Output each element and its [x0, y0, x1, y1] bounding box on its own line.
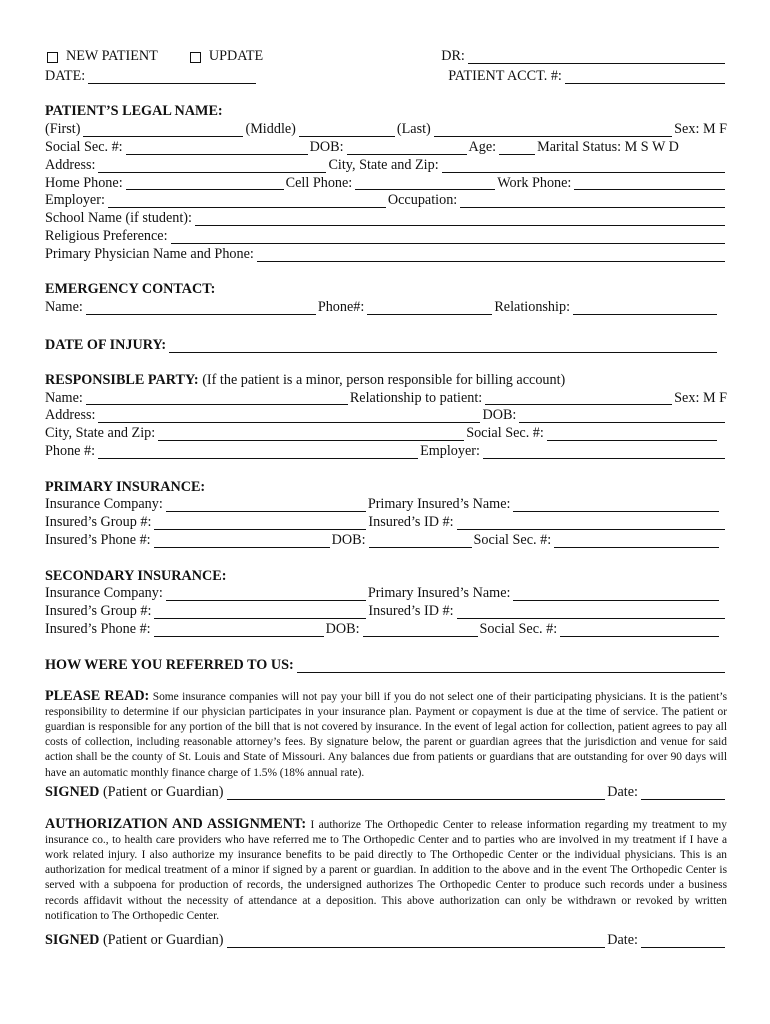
occupation-field[interactable] — [460, 194, 725, 208]
emergency-name-field[interactable] — [86, 301, 316, 315]
cell-phone-label: Cell Phone: — [285, 174, 353, 191]
emergency-relationship-field[interactable] — [573, 301, 717, 315]
new-patient-checkbox[interactable] — [47, 52, 58, 63]
religious-row — [45, 228, 727, 246]
employer-row — [45, 192, 727, 210]
cell-phone-field[interactable] — [355, 176, 495, 190]
dr-label: DR: — [441, 48, 465, 64]
emergency-phone-label: Phone#: — [317, 299, 365, 316]
patient-acct-label: PATIENT ACCT. #: — [448, 67, 562, 84]
secondary-insured-name-label: Primary Insured’s Name: — [367, 585, 511, 602]
signed-label-1: SIGNED — [45, 783, 100, 800]
resp-dob-label: DOB: — [482, 407, 517, 424]
resp-sex-options[interactable]: Sex: M F — [674, 389, 727, 406]
city-state-zip-label: City, State and Zip: — [328, 156, 439, 173]
primary-id-label: Insured’s ID #: — [368, 514, 454, 531]
ssn-row — [45, 139, 727, 157]
physician-label: Primary Physician Name and Phone: — [45, 245, 254, 262]
responsible-city-row — [45, 425, 727, 443]
religious-field[interactable] — [171, 230, 725, 244]
header-row-1 — [45, 48, 727, 66]
name-row — [45, 121, 727, 139]
emergency-row — [45, 299, 727, 317]
sex-options[interactable]: Sex: M F — [674, 121, 727, 138]
school-label: School Name (if student): — [45, 210, 192, 227]
resp-ssn-field[interactable] — [547, 427, 717, 441]
resp-phone-label: Phone #: — [45, 442, 96, 459]
work-phone-field[interactable] — [574, 176, 725, 190]
resp-address-field[interactable] — [98, 409, 480, 423]
primary-phone-row — [45, 532, 727, 550]
primary-id-field[interactable] — [457, 516, 725, 530]
authorization-paragraph — [45, 817, 727, 924]
secondary-dob-field[interactable] — [363, 623, 478, 637]
secondary-dob-label: DOB: — [325, 620, 360, 637]
ssn-label: Social Sec. #: — [45, 138, 123, 155]
referred-field[interactable] — [297, 659, 725, 673]
signed-date-label-2: Date: — [607, 931, 638, 948]
please-read-paragraph — [45, 689, 727, 781]
secondary-group-field[interactable] — [154, 605, 366, 619]
secondary-group-label: Insured’s Group #: — [45, 603, 152, 620]
ssn-field[interactable] — [126, 141, 308, 155]
responsible-heading-row — [45, 372, 727, 390]
primary-ssn-label: Social Sec. #: — [473, 531, 552, 548]
responsible-heading: RESPONSIBLE PARTY: — [45, 371, 199, 388]
city-state-zip-field[interactable] — [442, 159, 725, 173]
middle-label: (Middle) — [245, 121, 296, 138]
responsible-name-row — [45, 390, 727, 408]
responsible-address-row — [45, 407, 727, 425]
home-phone-field[interactable] — [126, 176, 284, 190]
resp-phone-field[interactable] — [98, 445, 418, 459]
secondary-id-field[interactable] — [457, 605, 725, 619]
signature-row-1 — [45, 784, 727, 802]
primary-ssn-field[interactable] — [554, 534, 719, 548]
referred-row — [45, 657, 727, 675]
resp-employer-field[interactable] — [483, 445, 725, 459]
resp-name-label: Name: — [45, 389, 83, 406]
emergency-name-label: Name: — [45, 299, 83, 316]
legal-name-heading: PATIENT’S LEGAL NAME: — [45, 103, 223, 120]
occupation-label: Occupation: — [387, 192, 458, 209]
employer-label: Employer: — [45, 192, 105, 209]
primary-company-label: Insurance Company: — [45, 496, 163, 513]
secondary-insured-name-field[interactable] — [513, 587, 719, 601]
dob-label: DOB: — [309, 138, 344, 155]
secondary-id-label: Insured’s ID #: — [368, 603, 454, 620]
marital-status-options[interactable]: Marital Status: M S W D — [537, 138, 679, 155]
physician-field[interactable] — [257, 248, 725, 262]
injury-date-field[interactable] — [169, 339, 717, 353]
responsible-note: (If the patient is a minor, person responsible for billing account) — [198, 371, 566, 388]
school-field[interactable] — [195, 212, 725, 226]
emergency-phone-field[interactable] — [367, 301, 492, 315]
injury-row — [45, 337, 727, 355]
primary-company-field[interactable] — [166, 498, 366, 512]
secondary-phone-label: Insured’s Phone #: — [45, 620, 151, 637]
resp-name-field[interactable] — [86, 391, 348, 405]
intake-form — [45, 48, 727, 950]
primary-phone-label: Insured’s Phone #: — [45, 531, 151, 548]
signature-row-2 — [45, 932, 727, 950]
resp-relationship-field[interactable] — [485, 391, 672, 405]
physician-row — [45, 246, 727, 264]
resp-relationship-label: Relationship to patient: — [349, 389, 483, 406]
injury-label: DATE OF INJURY: — [45, 336, 167, 353]
primary-insured-name-field[interactable] — [513, 498, 719, 512]
phone-row — [45, 175, 727, 193]
home-phone-label: Home Phone: — [45, 174, 123, 191]
signature-field-1[interactable] — [227, 786, 606, 800]
age-label: Age: — [468, 138, 497, 155]
date-label: DATE: — [45, 67, 86, 84]
first-label: (First) — [45, 121, 81, 138]
signed-who-1: (Patient or Guardian) — [99, 783, 224, 800]
signed-date-field-2[interactable] — [641, 934, 725, 948]
middle-name-field[interactable] — [299, 123, 395, 137]
please-read-heading: PLEASE READ: — [45, 687, 150, 704]
secondary-phone-row — [45, 621, 727, 639]
dr-field[interactable] — [468, 50, 725, 64]
update-checkbox[interactable] — [190, 52, 201, 63]
secondary-company-label: Insurance Company: — [45, 585, 163, 602]
address-field[interactable] — [98, 159, 326, 173]
signed-who-2: (Patient or Guardian) — [99, 931, 224, 948]
secondary-phone-field[interactable] — [154, 623, 324, 637]
signed-label-2: SIGNED — [45, 931, 100, 948]
authorization-text: I authorize The Orthopedic Center to release information regarding my treatment to my insurance co., to health care providers who have referred me to The Orthopedic Center and to parties who are involved in my treatment if I have a work related injury. I also authorize my insurance benefits to be paid directly to The Orthopedic Center or the individual physicians. This is an authorization for medical treatment of a minor if signed by a parent or guardian. In addition to the above and in the event The Orthopedic Center is served with a subpoena for production of records, the undersigned authorizes The Orthopedic Center to produce such records under a business records affidavit without the necessity of attendance at a deposition. This above authorization can only be withdrawn or revoked by written notification to The Orthopedic Center. — [45, 818, 727, 922]
resp-address-label: Address: — [45, 407, 96, 424]
signed-date-field-1[interactable] — [641, 786, 725, 800]
primary-insured-name-label: Primary Insured’s Name: — [367, 496, 511, 513]
primary-heading: PRIMARY INSURANCE: — [45, 478, 206, 495]
secondary-company-row — [45, 585, 727, 603]
secondary-heading: SECONDARY INSURANCE: — [45, 567, 227, 584]
primary-group-label: Insured’s Group #: — [45, 514, 152, 531]
resp-city-field[interactable] — [158, 427, 464, 441]
secondary-ssn-label: Social Sec. #: — [479, 620, 558, 637]
authorization-heading: AUTHORIZATION AND ASSIGNMENT: — [45, 815, 307, 832]
please-read-text: Some insurance companies will not pay your bill if you do not select one of their participating physicians. It is the patient’s responsibility to determine if our physician participates in your insurance plan. Payment or copayment is due at the time of service. The patient or guardian is responsible for any portion of the bill that is not covered by insurance. In the event of legal action for collection, patient agrees to pay all costs of collection, including reasonable attorney’s fees. By signature below, the parent or guardian agrees that the jurisdiction and venue for said action shall be the county of St. Louis and State of Missouri. Any balances due from patients or guardians that are outstanding for over 90 days will have an automatic monthly finance charge of 1.5% (18% annual rate). — [45, 690, 728, 779]
responsible-phone-row — [45, 443, 727, 461]
religious-label: Religious Preference: — [45, 227, 168, 244]
primary-group-row — [45, 514, 727, 532]
primary-dob-field[interactable] — [369, 534, 472, 548]
update-label: UPDATE — [208, 48, 264, 64]
last-label: (Last) — [396, 121, 431, 138]
resp-city-label: City, State and Zip: — [45, 425, 156, 442]
resp-employer-label: Employer: — [420, 442, 480, 459]
primary-company-row — [45, 496, 727, 514]
signature-field-2[interactable] — [227, 934, 606, 948]
secondary-ssn-field[interactable] — [560, 623, 719, 637]
emergency-heading: EMERGENCY CONTACT: — [45, 281, 216, 298]
first-name-field[interactable] — [83, 123, 243, 137]
header-row-2 — [45, 68, 727, 86]
school-row — [45, 210, 727, 228]
new-patient-label: NEW PATIENT — [66, 48, 158, 64]
resp-dob-field[interactable] — [519, 409, 725, 423]
work-phone-label: Work Phone: — [497, 174, 572, 191]
age-field[interactable] — [499, 141, 535, 155]
resp-ssn-label: Social Sec. #: — [466, 425, 544, 442]
primary-dob-label: DOB: — [331, 531, 366, 548]
employer-field[interactable] — [108, 194, 386, 208]
secondary-group-row — [45, 603, 727, 621]
address-row — [45, 157, 727, 175]
emergency-relationship-label: Relationship: — [494, 299, 571, 316]
last-name-field[interactable] — [434, 123, 672, 137]
primary-group-field[interactable] — [154, 516, 366, 530]
patient-acct-field[interactable] — [565, 70, 725, 84]
dob-field[interactable] — [347, 141, 467, 155]
secondary-company-field[interactable] — [166, 587, 366, 601]
address-label: Address: — [45, 156, 96, 173]
date-field[interactable] — [88, 70, 256, 84]
referred-label: HOW WERE YOU REFERRED TO US: — [45, 656, 294, 673]
signed-date-label-1: Date: — [607, 783, 638, 800]
primary-phone-field[interactable] — [154, 534, 330, 548]
